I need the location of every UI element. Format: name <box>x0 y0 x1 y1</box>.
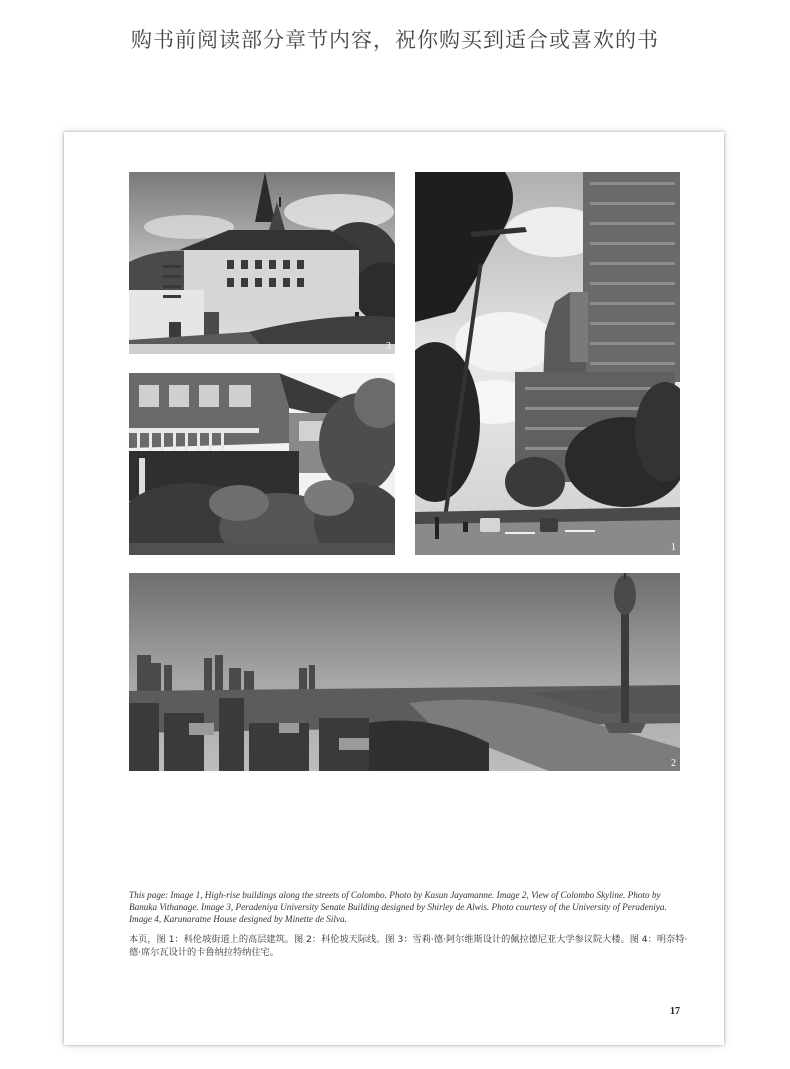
caption-english: This page: Image 1, High-rise buildings along the streets of Colombo. Photo by Kasun Jayamanne. Image 2, View of Colombo Skyline. Photo by Banuka Vithanage. Image 3, Peradeniya University Senate Building designed by Shirley de Alwis. Photo courtesy of the University of Peradeniya. Image 4, Karunaratne House designed by Minette de Silva. <box>129 890 667 924</box>
photo-colombo-street <box>415 172 680 555</box>
page-number: 17 <box>670 1006 680 1017</box>
photo-colombo-skyline <box>129 573 680 771</box>
caption-chinese: 本页，图 1：科伦坡街道上的高层建筑。图 2：科伦坡天际线。图 3：雪莉·德·阿尔维斯设计的佩拉德尼亚大学参议院大楼。图 4：明奈特·德·席尔瓦设计的卡鲁纳拉特纳住宅。 <box>129 934 688 958</box>
photo-number: 3 <box>386 341 391 352</box>
photo-number: 1 <box>671 542 676 553</box>
photo-number: 2 <box>671 758 676 769</box>
book-page <box>64 132 724 1045</box>
photo-karunaratne-house <box>129 373 395 555</box>
photo-senate-building <box>129 172 395 354</box>
reading-preview-banner: 购书前阅读部分章节内容，祝你购买到适合或喜欢的书 <box>131 28 659 52</box>
